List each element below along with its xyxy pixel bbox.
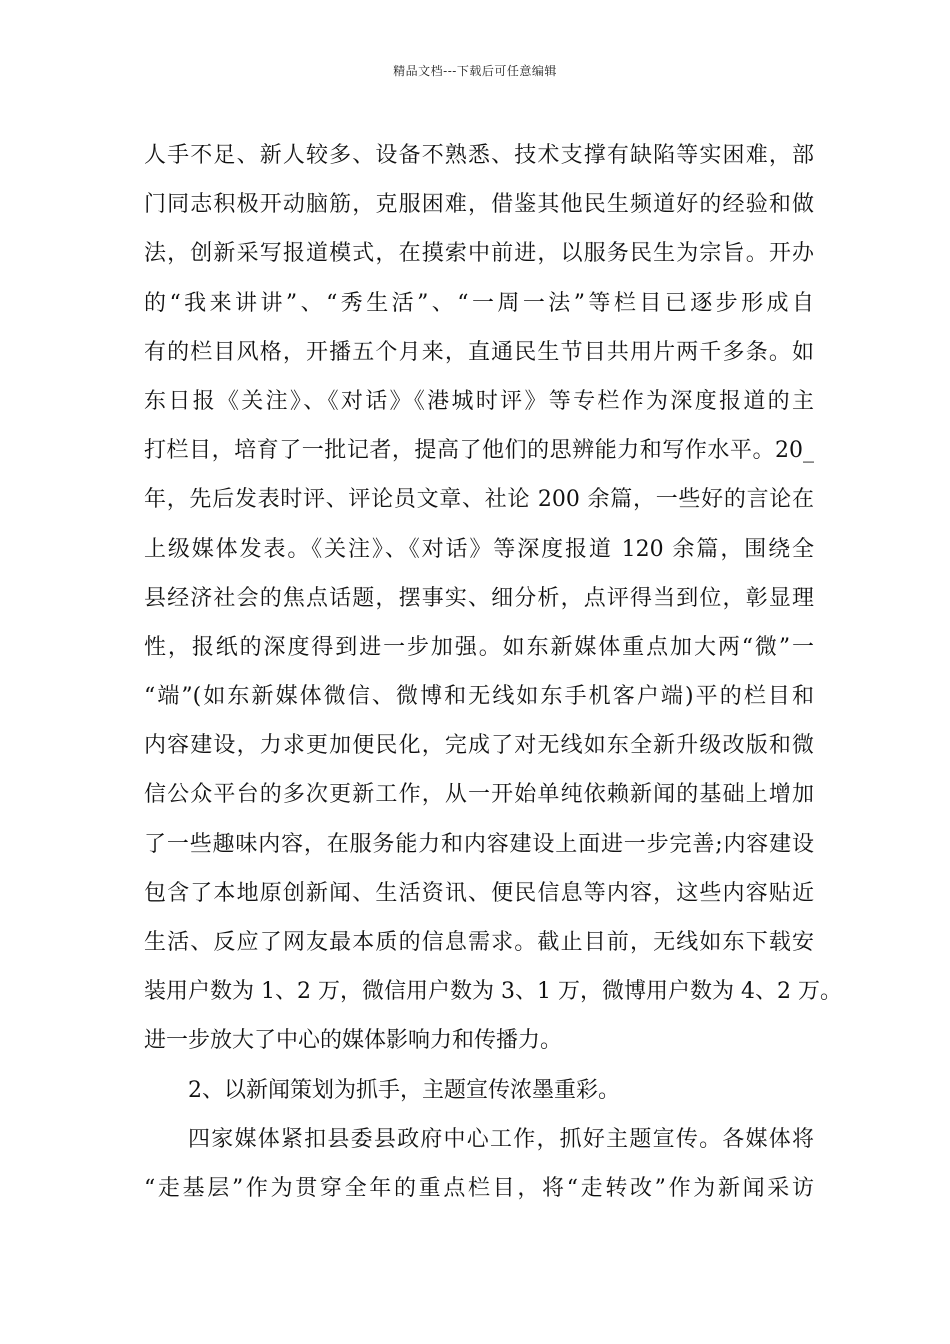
text-line: 东日报《关注》、《对话》《港城时评》等专栏作为深度报道的主 <box>144 388 814 414</box>
text-line: 包含了本地原创新闻、生活资讯、便民信息等内容，这些内容贴近 <box>144 880 814 906</box>
text-line: 性，报纸的深度得到进一步加强。如东新媒体重点加大两“微”一 <box>144 634 814 660</box>
body-text <box>144 131 842 1213</box>
text-line: 装用户数为 1、2 万，微信用户数为 3、1 万，微博用户数为 4、2 万。 <box>144 979 842 1005</box>
text-line: 内容建设，力求更加便民化，完成了对无线如东全新升级改版和微 <box>144 733 814 759</box>
page-header: 精品文档---下载后可任意编辑 <box>393 64 557 78</box>
text-line: “端”(如东新媒体微信、微博和无线如东手机客户端)平的栏目和 <box>144 684 814 710</box>
text-line: 上级媒体发表。《关注》、《对话》等深度报道 120 余篇，围绕全 <box>144 536 814 562</box>
text-line: 门同志积极开动脑筋，克服困难，借鉴其他民生频道好的经验和做 <box>144 192 814 218</box>
text-line: 年，先后发表时评、评论员文章、社论 200 余篇，一些好的言论在 <box>144 487 814 513</box>
text-line: 了一些趣味内容，在服务能力和内容建设上面进一步完善;内容建设 <box>144 831 814 857</box>
text-line: 生活、反应了网友最本质的信息需求。截止目前，无线如东下载安 <box>144 930 814 955</box>
text-line: 人手不足、新人较多、设备不熟悉、技术支撑有缺陷等实困难，部 <box>144 143 814 168</box>
text-line: 信公众平台的多次更新工作，从一开始单纯依赖新闻的基础上增加 <box>144 782 814 808</box>
section-heading: 2、以新闻策划为抓手，主题宣传浓墨重彩。 <box>188 1077 620 1103</box>
text-line: “走基层”作为贯穿全年的重点栏目，将“走转改”作为新闻采访 <box>144 1175 814 1201</box>
text-line: 进一步放大了中心的媒体影响力和传播力。 <box>144 1028 563 1054</box>
text-line: 四家媒体紧扣县委县政府中心工作，抓好主题宣传。各媒体将 <box>188 1126 814 1152</box>
text-line: 县经济社会的焦点话题，摆事实、细分析，点评得当到位，彰显理 <box>144 585 814 611</box>
text-line: 法，创新采写报道模式，在摸索中前进，以服务民生为宗旨。开办 <box>144 241 814 267</box>
text-line: 打栏目，培育了一批记者，提高了他们的思辨能力和写作水平。20_ <box>144 438 814 464</box>
text-line: 的“我来讲讲”、“秀生活”、“一周一法”等栏目已逐步形成自 <box>144 290 814 316</box>
text-line: 有的栏目风格，开播五个月来，直通民生节目共用片两千多条。如 <box>144 339 814 365</box>
